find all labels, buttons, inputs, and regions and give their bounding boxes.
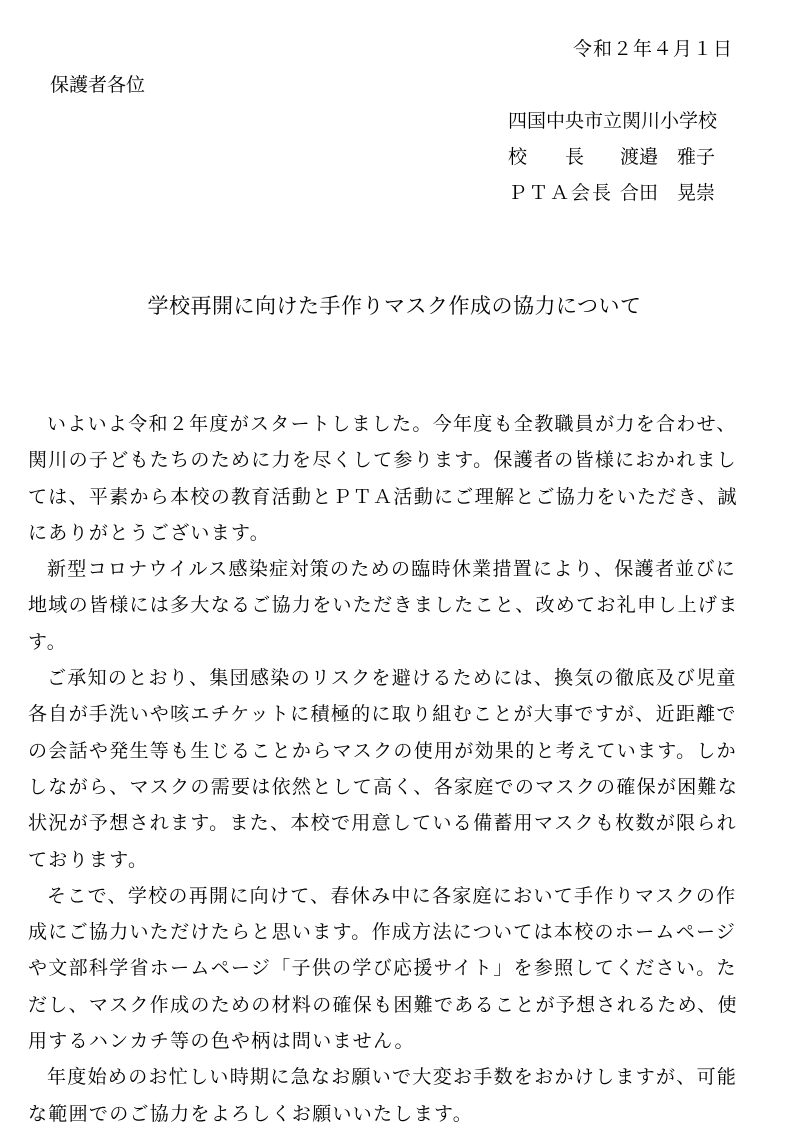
body-line: 年度始めのお忙しい時期に急なお願いで大変お手数をおかけしますが、可能	[47, 1066, 738, 1089]
sender-pta	[508, 178, 715, 205]
body-line: 状況が予想されます。また、本校で用意している備蓄用マスクも枚数が限られ	[28, 812, 737, 835]
body-line: ご承知のとおり、集団感染のリスクを避けるためには、換気の徹底及び児童	[47, 667, 737, 690]
body-line: しながら、マスクの需要は依然として高く、各家庭でのマスクの確保が困難な	[28, 775, 739, 798]
body-line: だし、マスク作成のための材料の確保も困難であることが予想されるため、使	[28, 993, 738, 1016]
body-line: の会話や発生等も生じることからマスクの使用が効果的と考えています。しか	[28, 739, 737, 762]
letter-title: 学校再開に向けた手作りマスク作成の協力について	[147, 294, 642, 318]
sender-principal	[508, 142, 715, 169]
body-line: そこで、学校の再開に向けて、春休み中に各家庭において手作りマスクの作	[47, 884, 737, 907]
letter-body	[28, 406, 758, 1132]
body-line: いよいよ令和２年度がスタートしました。今年度も全教職員が力を合わせ、	[47, 413, 737, 435]
body-line: 関川の子どもたちのために力を尽くして参ります。保護者の皆様におかれまし	[28, 449, 737, 472]
body-line: 各自が手洗いや咳エチケットに積極的に取り組むことが大事ですが、近距離で	[28, 703, 737, 726]
recipient: 保護者各位	[50, 74, 146, 96]
body-line: す。	[28, 630, 68, 653]
body-line: 新型コロナウイルス感染症対策のための臨時休業措置により、保護者並びに	[47, 558, 737, 581]
principal-role: 校 長	[508, 146, 585, 168]
body-line: 地域の皆様には多大なるご協力をいただきましたこと、改めてお礼申し上げま	[28, 594, 739, 617]
body-line: 成にご協力いただけたらと思います。作成方法については本校のホームページ	[28, 921, 737, 944]
body-line: な範囲でのご協力をよろしくお願いいたします。	[28, 1102, 474, 1125]
body-line: ては、平素から本校の教育活動とＰＴＡ活動にご理解とご協力をいただき、誠	[28, 485, 738, 508]
pta-role: ＰＴＡ会長	[508, 182, 614, 204]
principal-name: 渡邉 雅子	[620, 146, 716, 168]
body-line: ております。	[28, 848, 149, 871]
body-line: 用するハンカチ等の色や柄は問いません。	[28, 1030, 415, 1053]
body-line: にありがとうございます。	[28, 521, 271, 544]
body-line: や文部科学省ホームページ「子供の学び応援サイト」を参照してください。た	[28, 957, 737, 980]
letter-date: 令和２年４月１日	[572, 38, 733, 60]
sender-school: 四国中央市立関川小学校	[508, 110, 718, 132]
pta-name: 合田 晃崇	[620, 182, 716, 204]
